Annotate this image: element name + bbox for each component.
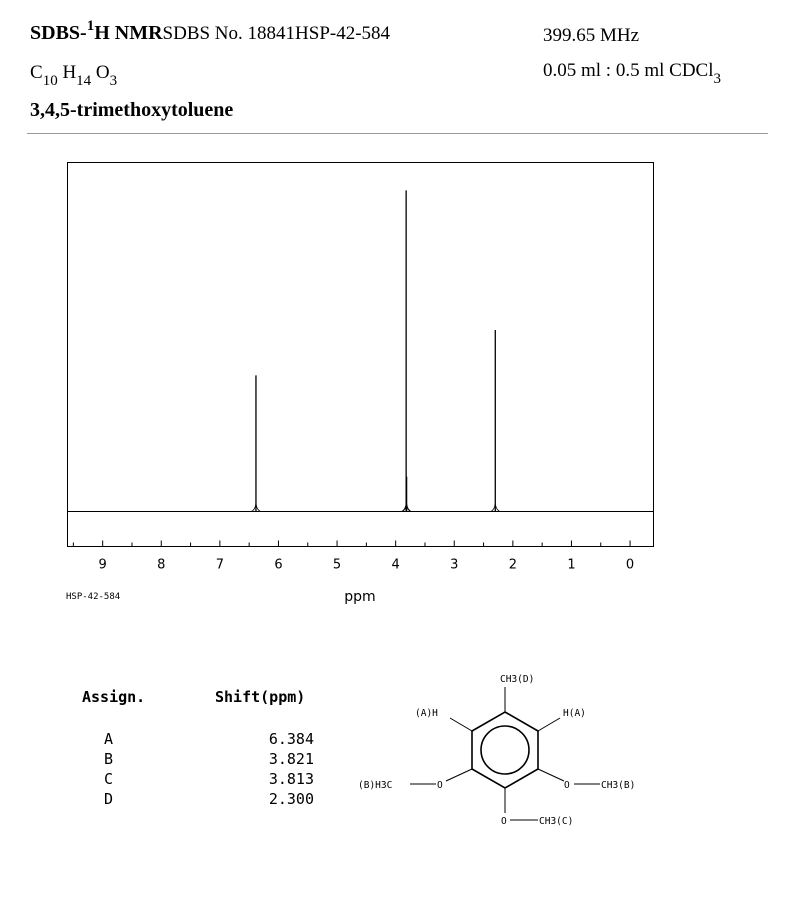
x-tick-label: 4 (391, 557, 400, 573)
x-axis-label: ppm (344, 589, 376, 605)
solvent-text: 0.05 ml : 0.5 ml CDCl (543, 60, 714, 81)
assign-label: B (104, 750, 114, 768)
formula-o-count: 3 (109, 73, 118, 89)
shift-value: 2.300 (268, 790, 314, 808)
bond-right-o (538, 769, 564, 781)
table-row (82, 730, 322, 750)
formula-o: O (95, 62, 110, 83)
aromatic-circle (481, 726, 529, 774)
column-header-shift: Shift(ppm) (215, 688, 306, 706)
shift-value: 3.821 (268, 750, 314, 768)
header-divider (27, 133, 768, 134)
sample-solvent (543, 60, 721, 87)
formula-c: C (30, 62, 43, 83)
methoxy-c-label: CH3(C) (539, 816, 574, 827)
formula-h: H (62, 62, 77, 83)
molecular-structure (350, 660, 670, 840)
assign-label: D (104, 790, 114, 808)
nucleus-mass: 1 (86, 18, 95, 34)
table-row (82, 750, 322, 770)
x-axis-ticks (73, 541, 634, 573)
x-tick-label: 8 (157, 557, 166, 573)
oxygen-right: O (564, 780, 570, 791)
x-tick-label: 1 (567, 557, 576, 573)
molecular-formula (30, 62, 118, 89)
spectrometer-frequency: 399.65 MHz (543, 25, 640, 46)
x-tick-label: 7 (215, 557, 225, 573)
spectrum-heading (30, 18, 391, 45)
x-tick-label: 6 (274, 557, 283, 573)
methoxy-b-right-label: CH3(B) (601, 780, 636, 791)
formula-h-count: 14 (76, 73, 92, 89)
bond-left-o (446, 769, 472, 781)
oxygen-left: O (437, 780, 443, 791)
assign-label: C (104, 770, 114, 788)
methoxy-b-left-label: (B)H3C (358, 780, 393, 791)
plot-frame (68, 163, 654, 547)
peaks-layer (251, 190, 500, 511)
bond-right-h (538, 718, 560, 731)
h-a-left-label: (A)H (415, 708, 438, 719)
oxygen-bottom: O (501, 816, 507, 827)
x-tick-label: 9 (98, 557, 107, 573)
sdbs-number: SDBS No. 18841HSP-42-584 (162, 23, 391, 44)
compound-name: 3,4,5-trimethoxytoluene (30, 99, 234, 121)
x-tick-label: 5 (332, 557, 342, 573)
x-tick-label: 3 (450, 557, 459, 573)
shift-value: 6.384 (268, 730, 314, 748)
methyl-d-label: CH3(D) (500, 674, 535, 685)
table-row (82, 770, 322, 790)
formula-c-count: 10 (42, 73, 58, 89)
shift-value: 3.813 (268, 770, 314, 788)
assign-label: A (104, 730, 114, 748)
x-tick-label: 2 (508, 557, 518, 573)
nucleus-name: H NMR (94, 22, 163, 44)
x-tick-label: 0 (625, 557, 635, 573)
table-row (82, 790, 322, 810)
spectrum-code: HSP-42-584 (66, 592, 121, 602)
h-a-right-label: H(A) (563, 708, 586, 719)
bond-left-h (450, 718, 472, 731)
heading-prefix: SDBS- (30, 22, 87, 44)
column-header-assign: Assign. (82, 688, 146, 706)
solvent-subscript: 3 (713, 71, 721, 87)
nmr-spectrum-chart (0, 150, 794, 610)
benzene-ring (472, 712, 538, 788)
